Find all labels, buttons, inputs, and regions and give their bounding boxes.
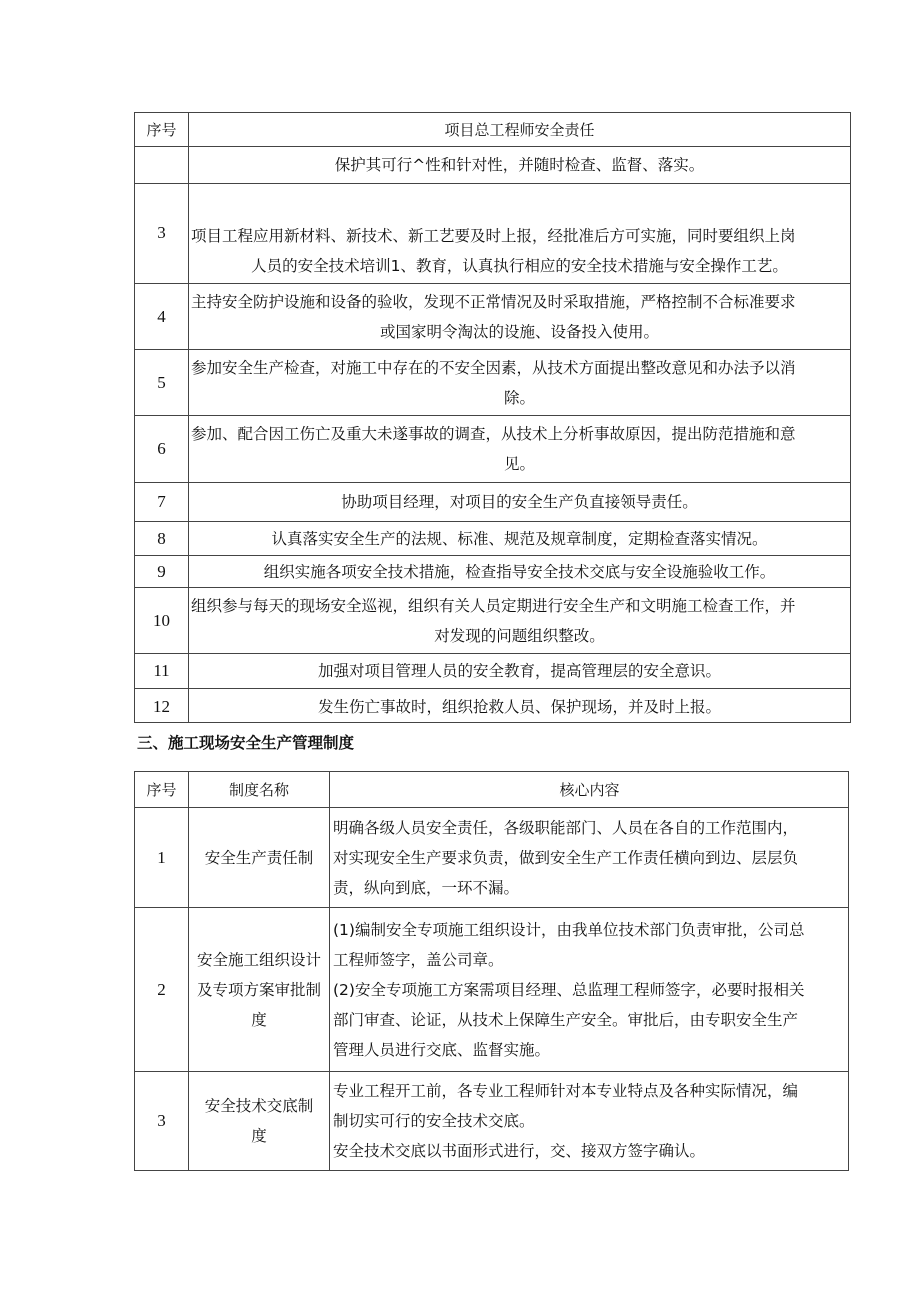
- name-line: 安全生产责任制: [204, 848, 314, 867]
- row-name: [189, 908, 330, 1072]
- header-core: 核心内容: [330, 772, 849, 808]
- core-line: 部门审查、论证，从技术上保障生产安全。审批后，由专职安全生产: [333, 1010, 799, 1029]
- table-row: [135, 689, 851, 723]
- row-line: 加强对项目管理人员的安全教育，提高管理层的安全意识。: [317, 662, 721, 680]
- row-text: [189, 588, 851, 654]
- core-line: 制切实可行的安全技术交底。: [333, 1112, 535, 1130]
- engineer-responsibility-table: [134, 112, 851, 723]
- row-name: [189, 1072, 330, 1171]
- row-line: 主持安全防护设施和设备的验收，发现不正常情况及时采取措施，严格控制不合标准要求: [191, 292, 796, 311]
- row-text: [189, 556, 851, 588]
- table-row: [135, 483, 851, 522]
- row-line: 见。: [503, 455, 535, 473]
- header-title: 项目总工程师安全责任: [189, 113, 851, 147]
- row-no: 3: [135, 1072, 189, 1171]
- row-no: 7: [135, 483, 189, 522]
- row-text: [189, 147, 851, 184]
- header-no: 序号: [135, 772, 189, 808]
- row-line: 保护其可行^性和针对性，并随时检查、监督、落实。: [334, 156, 705, 174]
- header-no: 序号: [135, 113, 189, 147]
- row-text: [189, 654, 851, 689]
- row-no: 1: [135, 808, 189, 908]
- table-row: [135, 556, 851, 588]
- row-text: [189, 284, 851, 350]
- table-row: [135, 184, 851, 284]
- row-core: [330, 1072, 849, 1171]
- row-text: [189, 522, 851, 556]
- core-line: 安全技术交底以书面形式进行，交、接双方签字确认。: [333, 1142, 706, 1160]
- row-line: 认真落实安全生产的法规、标准、规范及规章制度，定期检查落实情况。: [271, 529, 768, 548]
- table-row: [135, 908, 849, 1072]
- row-text: [189, 350, 851, 416]
- row-no: 8: [135, 522, 189, 556]
- row-no: 10: [135, 588, 189, 654]
- row-no: 3: [135, 184, 189, 284]
- table-row: [135, 808, 849, 908]
- name-line: 安全技术交底制: [204, 1097, 314, 1115]
- row-core: [330, 808, 849, 908]
- row-no: 12: [135, 689, 189, 723]
- row-name: [189, 808, 330, 908]
- table-row: [135, 588, 851, 654]
- section-title: 三、施工现场安全生产管理制度: [137, 734, 355, 752]
- table-row: [135, 350, 851, 416]
- row-line: 对发现的问题组织整改。: [434, 626, 605, 645]
- core-line: 管理人员进行交底、监督实施。: [333, 1040, 551, 1059]
- row-no: [135, 147, 189, 184]
- row-line: 项目工程应用新材料、新技术、新工艺要及时上报，经批准后方可实施，同时要组织上岗: [191, 227, 796, 245]
- row-text: [189, 689, 851, 723]
- table-header-row: [135, 113, 851, 147]
- row-line: 组织实施各项安全技术措施，检查指导安全技术交底与安全设施验收工作。: [263, 562, 776, 581]
- row-line: 参加、配合因工伤亡及重大未遂事故的调查，从技术上分析事故原因，提出防范措施和意: [191, 425, 796, 443]
- core-line: (1)编制安全专项施工组织设计，由我单位技术部门负责审批，公司总: [333, 920, 805, 939]
- safety-system-table: [134, 771, 849, 1171]
- row-no: 6: [135, 416, 189, 483]
- row-no: 2: [135, 908, 189, 1072]
- core-line: 责，纵向到底，一环不漏。: [333, 878, 520, 897]
- table-row: [135, 416, 851, 483]
- row-line: 人员的安全技术培训1、教育，认真执行相应的安全技术措施与安全操作工艺。: [251, 257, 788, 275]
- core-line: 专业工程开工前，各专业工程师针对本专业特点及各种实际情况，编: [333, 1082, 799, 1100]
- row-line: 组织参与每天的现场安全巡视，组织有关人员定期进行安全生产和文明施工检查工作，并: [191, 596, 796, 615]
- header-name: 制度名称: [189, 772, 330, 808]
- core-line: 工程师签字，盖公司章。: [333, 950, 504, 969]
- name-line: 安全施工组织设计: [196, 950, 321, 969]
- row-text: [189, 416, 851, 483]
- row-text: [189, 184, 851, 284]
- row-no: 9: [135, 556, 189, 588]
- name-line: 度: [251, 1010, 267, 1029]
- row-text: [189, 483, 851, 522]
- table-row: [135, 1072, 849, 1171]
- name-line: 及专项方案审批制: [196, 980, 321, 999]
- name-line: 度: [251, 1127, 267, 1145]
- row-no: 11: [135, 654, 189, 689]
- row-line: 除。: [503, 388, 535, 407]
- row-no: 4: [135, 284, 189, 350]
- row-line: 或国家明令淘汰的设施、设备投入使用。: [379, 322, 659, 341]
- table-row: [135, 654, 851, 689]
- row-no: 5: [135, 350, 189, 416]
- row-line: 协助项目经理，对项目的安全生产负直接领导责任。: [341, 493, 698, 511]
- core-line: 明确各级人员安全责任，各级职能部门、人员在各自的工作范围内，: [333, 818, 799, 837]
- table-row: [135, 284, 851, 350]
- table-header-row: [135, 772, 849, 808]
- table-row: [135, 522, 851, 556]
- row-line: 参加安全生产检查，对施工中存在的不安全因素，从技术方面提出整改意见和办法予以消: [191, 358, 796, 377]
- row-core: [330, 908, 849, 1072]
- row-line: 发生伤亡事故时，组织抢救人员、保护现场，并及时上报。: [317, 698, 721, 716]
- table-row: [135, 147, 851, 184]
- core-line: 对实现安全生产要求负责，做到安全生产工作责任横向到边、层层负: [333, 848, 799, 867]
- core-line: (2)安全专项施工方案需项目经理、总监理工程师签字，必要时报相关: [333, 980, 805, 999]
